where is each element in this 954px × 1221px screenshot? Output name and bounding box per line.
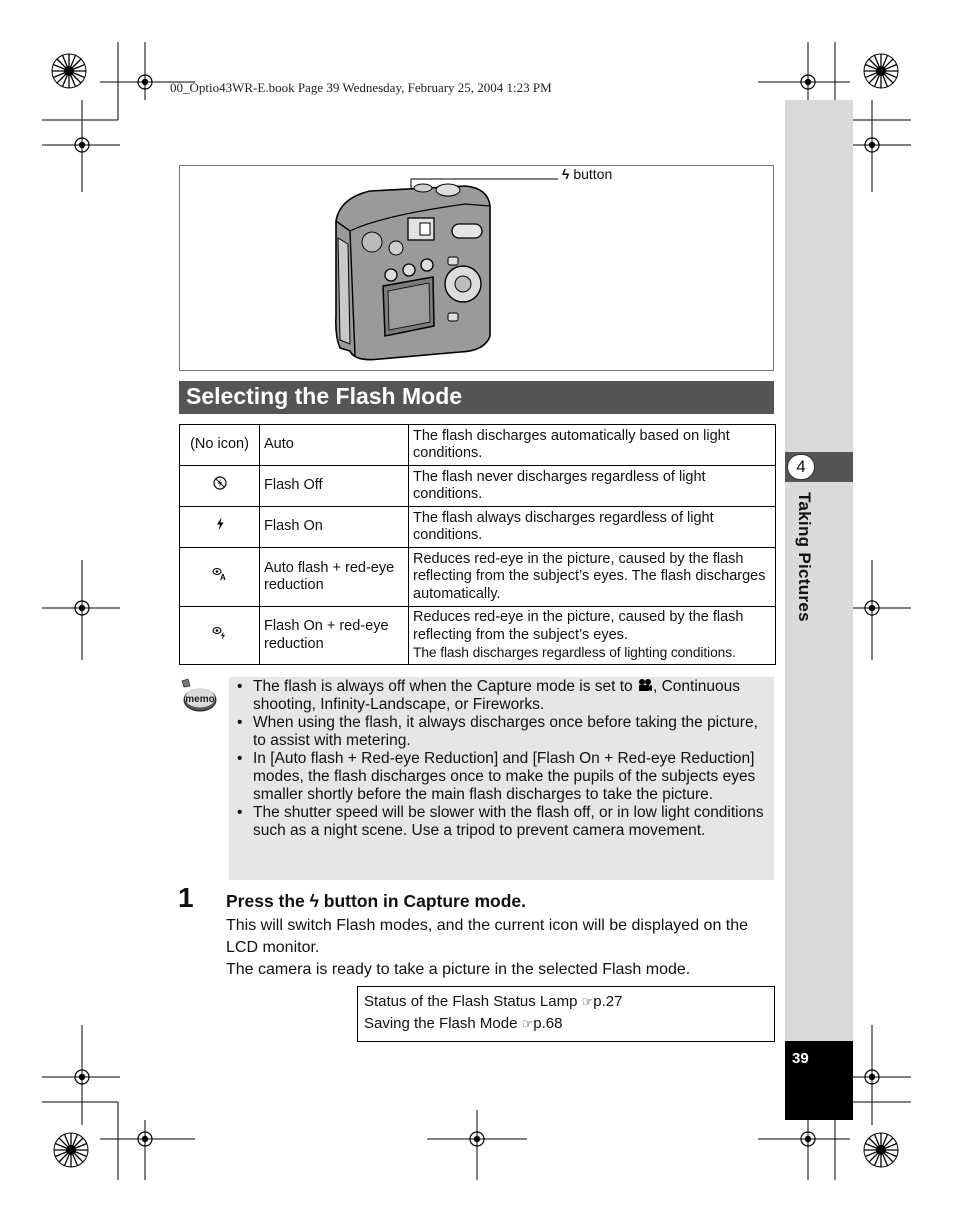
flash-mode-table <box>179 424 776 665</box>
reference-label: Status of the Flash Status Lamp <box>364 993 582 1010</box>
bullet-icon: • <box>237 714 243 731</box>
table-row <box>180 425 776 466</box>
mode-description-cell: The flash always discharges regardless of light conditions. <box>409 507 776 548</box>
bullet-icon: • <box>237 804 243 821</box>
step-body <box>226 915 778 981</box>
memo-list <box>237 678 770 840</box>
page-number: 39 <box>792 1050 809 1067</box>
memo-item <box>237 678 770 714</box>
mode-description-cell: The flash never discharges regardless of light conditions. <box>409 466 776 507</box>
step-line: The camera is ready to take a picture in the selected Flash mode. <box>226 961 691 978</box>
pointing-hand-icon: ☞ <box>521 1015 534 1031</box>
memo-item-text: The flash is always off when the Capture mode is set to <box>253 678 637 695</box>
step-line: This will switch Flash modes, and the current icon will be displayed on the LCD monitor. <box>226 917 749 956</box>
reference-label: Saving the Flash Mode <box>364 1014 522 1032</box>
camera-figure <box>179 165 774 371</box>
memo-item <box>237 714 770 750</box>
file-header: 00_Optio43WR-E.book Page 39 Wednesday, February 25, 2004 1:23 PM <box>170 80 552 95</box>
memo-icon <box>178 678 218 714</box>
mode-icon-cell <box>180 607 260 665</box>
flash-icon: ϟ <box>562 166 570 182</box>
table-row <box>180 466 776 507</box>
pointing-hand-icon: ☞ <box>581 994 594 1009</box>
flash-on-icon <box>215 517 225 531</box>
mode-name-cell: Auto <box>260 425 409 466</box>
mode-name-cell: Flash Off <box>260 466 409 507</box>
table-row <box>180 507 776 548</box>
step-number: 1 <box>178 882 194 913</box>
mode-description-cell: The flash discharges automatically based on light conditions. <box>409 425 776 466</box>
mode-name-cell: Auto flash + red-eye reduction <box>260 548 409 607</box>
chapter-title: Taking Pictures <box>795 492 814 622</box>
reference-item <box>364 1013 768 1035</box>
memo-item-text: In [Auto flash + Red-eye Reduction] and [Flash On + Red-eye Reduction] modes, the flash discharges once to make the pupils of the subjects eyes smaller shortly before the main flash discharges to take the picture. <box>253 750 756 803</box>
memo-item <box>237 750 770 804</box>
mode-description-cell <box>409 607 776 665</box>
mode-description-line: The flash discharges regardless of lighting conditions. <box>413 645 736 661</box>
mode-icon-cell: (No icon) <box>180 425 260 466</box>
flash-off-icon <box>213 476 227 490</box>
reference-page: p.27 <box>593 993 623 1010</box>
mode-name-cell: Flash On <box>260 507 409 548</box>
step-heading <box>226 891 526 912</box>
mode-icon-cell <box>180 466 260 507</box>
table-row <box>180 607 776 665</box>
flash-button-callout <box>562 166 612 182</box>
chapter-number: 4 <box>787 454 815 480</box>
bullet-icon: • <box>237 678 243 695</box>
mode-description-line: Reduces red-eye in the picture, caused by the flash reflecting from the subject’s eyes. <box>413 609 744 643</box>
mode-icon-cell <box>180 548 260 607</box>
auto-redeye-icon <box>212 567 228 581</box>
step-heading-text: Press the <box>226 891 310 911</box>
svg-text:A: A <box>219 573 226 582</box>
memo-item-text: , Continuous shooting, Infinity-Landscape, or Fireworks. <box>253 678 740 713</box>
mode-name-cell: Flash On + red-eye reduction <box>260 607 409 665</box>
flash-on-redeye-icon <box>212 626 228 640</box>
movie-mode-icon <box>637 678 653 692</box>
memo-item-text: When using the flash, it always discharges once before taking the picture, to assist with metering. <box>253 714 758 749</box>
memo-item <box>237 804 770 840</box>
mode-icon-cell <box>180 507 260 548</box>
reference-item <box>364 991 768 1013</box>
flash-icon: ϟ <box>309 891 319 911</box>
memo-icon-label: memo <box>185 694 215 705</box>
flash-button-label: button <box>573 166 613 182</box>
step-heading-text: button in Capture mode. <box>318 891 526 911</box>
table-row <box>180 548 776 607</box>
reference-page: p.68 <box>533 1014 563 1032</box>
reference-box <box>357 986 775 1042</box>
memo-item-text: The shutter speed will be slower with the flash off, or in low light conditions such as a night scene. Use a tripod to prevent camera movement. <box>253 804 764 839</box>
mode-description-cell: Reduces red-eye in the picture, caused by the flash reflecting from the subject’s eyes. The flash discharges automatically. <box>409 548 776 607</box>
bullet-icon: • <box>237 750 243 767</box>
camera-illustration <box>180 166 775 372</box>
section-title: Selecting the Flash Mode <box>179 381 774 414</box>
